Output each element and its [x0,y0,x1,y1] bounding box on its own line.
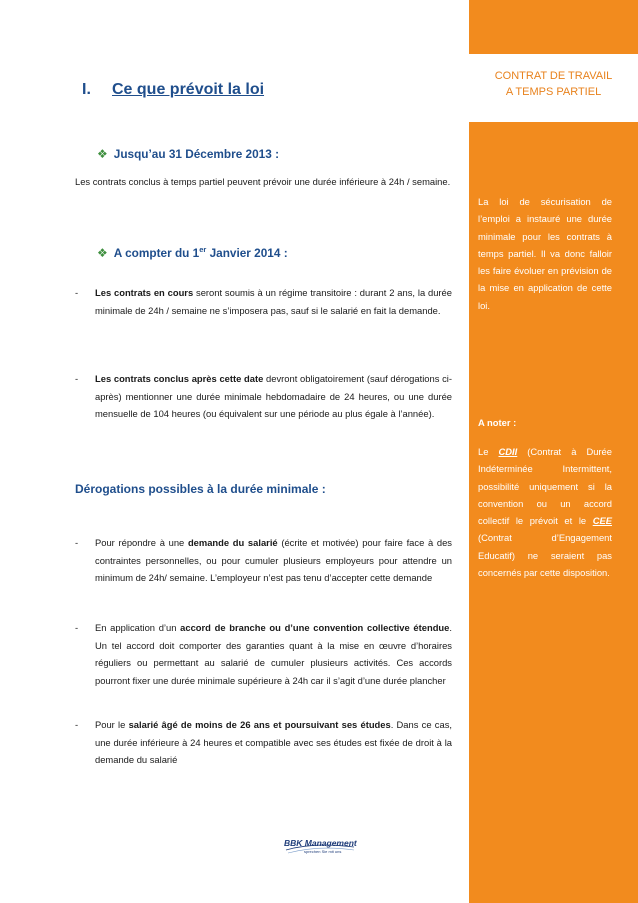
note-cdii: CDII [498,446,518,457]
bullet-dash: - [75,719,79,730]
note-part2: (Contrat à Durée Indéterminée Intermittent, possibilité uniquement si la convention ou un accord collectif le prévoit et le [478,446,612,527]
bullet-text: (écrite et motivée) pour faire face à des contraintes personnelles, ou pour cumuler plusieurs employeurs pour attendre un minimum de 24h/ semaine. L’employeur n’est pas tenu d’accepter cette demande [95,537,452,584]
subheading-from-2014-post: Janvier 2014 : [206,245,288,260]
bullet-branch-agreement [75,619,452,689]
bullet-dash: - [75,622,79,633]
diamond-bullet-icon: ❖ [97,147,108,161]
bullet-pre: Pour le [95,719,129,730]
subheading-from-2014 [97,245,288,260]
bullet-bold: salarié âgé de moins de 26 ans et poursuivant ses études [128,719,391,730]
logo-tagline: sprechen Sie mit uns [304,849,342,854]
bullet-bold: accord de branche ou d’une convention collective étendue [180,622,450,633]
subheading-from-2014-sup: er [199,245,207,254]
subheading-from-2014-pre: A compter du 1 [113,245,200,260]
diamond-bullet-icon: ❖ [97,245,108,260]
sidebar-note-text [478,443,612,581]
bullet-young-student [75,716,452,769]
sidebar-title-line1: CONTRAT DE TRAVAIL [494,70,613,82]
subheading-until-2013-text: Jusqu’au 31 Décembre 2013 : [113,147,280,161]
sidebar-title-line2: A TEMPS PARTIEL [505,86,602,98]
logo-name: BBK Management [284,838,357,848]
bullet-text: . Un tel accord doit comporter des garanties quant à la mise en œuvre d’horaires réguliers ou permettant au salarié de cumuler plusieurs activités. Ces accords pourront fixer une durée minimale supérieure à 24h car il s’agit d’une durée plancher [95,622,452,686]
derogations-heading: Dérogations possibles à la durée minimale : [75,482,326,496]
bullet-text: seront soumis à un régime transitoire : durant 2 ans, la durée minimale de 24h / semaine ne s’imposera pas, sauf si le salarié en fait la demande. [95,287,452,316]
section-number: I. [82,81,91,98]
bullet-pre: Pour répondre à une [95,537,188,548]
bullet-bold: Les contrats conclus après cette date [95,373,264,384]
bullet-contracts-current [75,284,452,319]
bullet-bold: demande du salarié [187,537,278,548]
section-heading [82,81,264,99]
bullet-bold: Les contrats en cours [95,287,194,298]
bullet-dash: - [75,287,79,298]
bullet-text: devront obligatoirement (sauf dérogations ci-après) mentionner une durée minimale hebdomadaire de 24 heures, ou une durée mensuelle de 104 heures (ou équivalent sur une période au plus égale à l’année). [95,373,452,420]
bullet-contracts-after [75,370,452,423]
sidebar-note-title: A noter : [478,417,517,428]
subheading-until-2013 [97,147,279,161]
note-cee: CEE [592,515,612,527]
bullet-dash: - [75,373,79,384]
bullet-employee-request [75,534,452,587]
sidebar-title-box [469,54,638,122]
note-part3: (Contrat d’Engagement Educatif) ne seraient pas concernés par cette disposition. [478,532,612,579]
sidebar-intro-text: La loi de sécurisation de l’emploi a instauré une durée minimale pour les contrats à temps partiel. Il va donc falloir les faire évoluer en prévision de la mise en application de cette loi. [478,196,612,311]
note-part1: Le [478,446,499,457]
bullet-pre: En application d’un [95,622,181,633]
paragraph-until-2013: Les contrats conclus à temps partiel peuvent prévoir une durée inférieure à 24h / semaine. [75,176,451,187]
company-logo [284,838,356,860]
bullet-text: . Dans ce cas, une durée inférieure à 24 heures et compatible avec ses études est fixée de droit à la demande du salarié [95,719,452,766]
section-title: Ce que prévoit la loi [112,81,265,98]
bullet-dash: - [75,537,79,548]
